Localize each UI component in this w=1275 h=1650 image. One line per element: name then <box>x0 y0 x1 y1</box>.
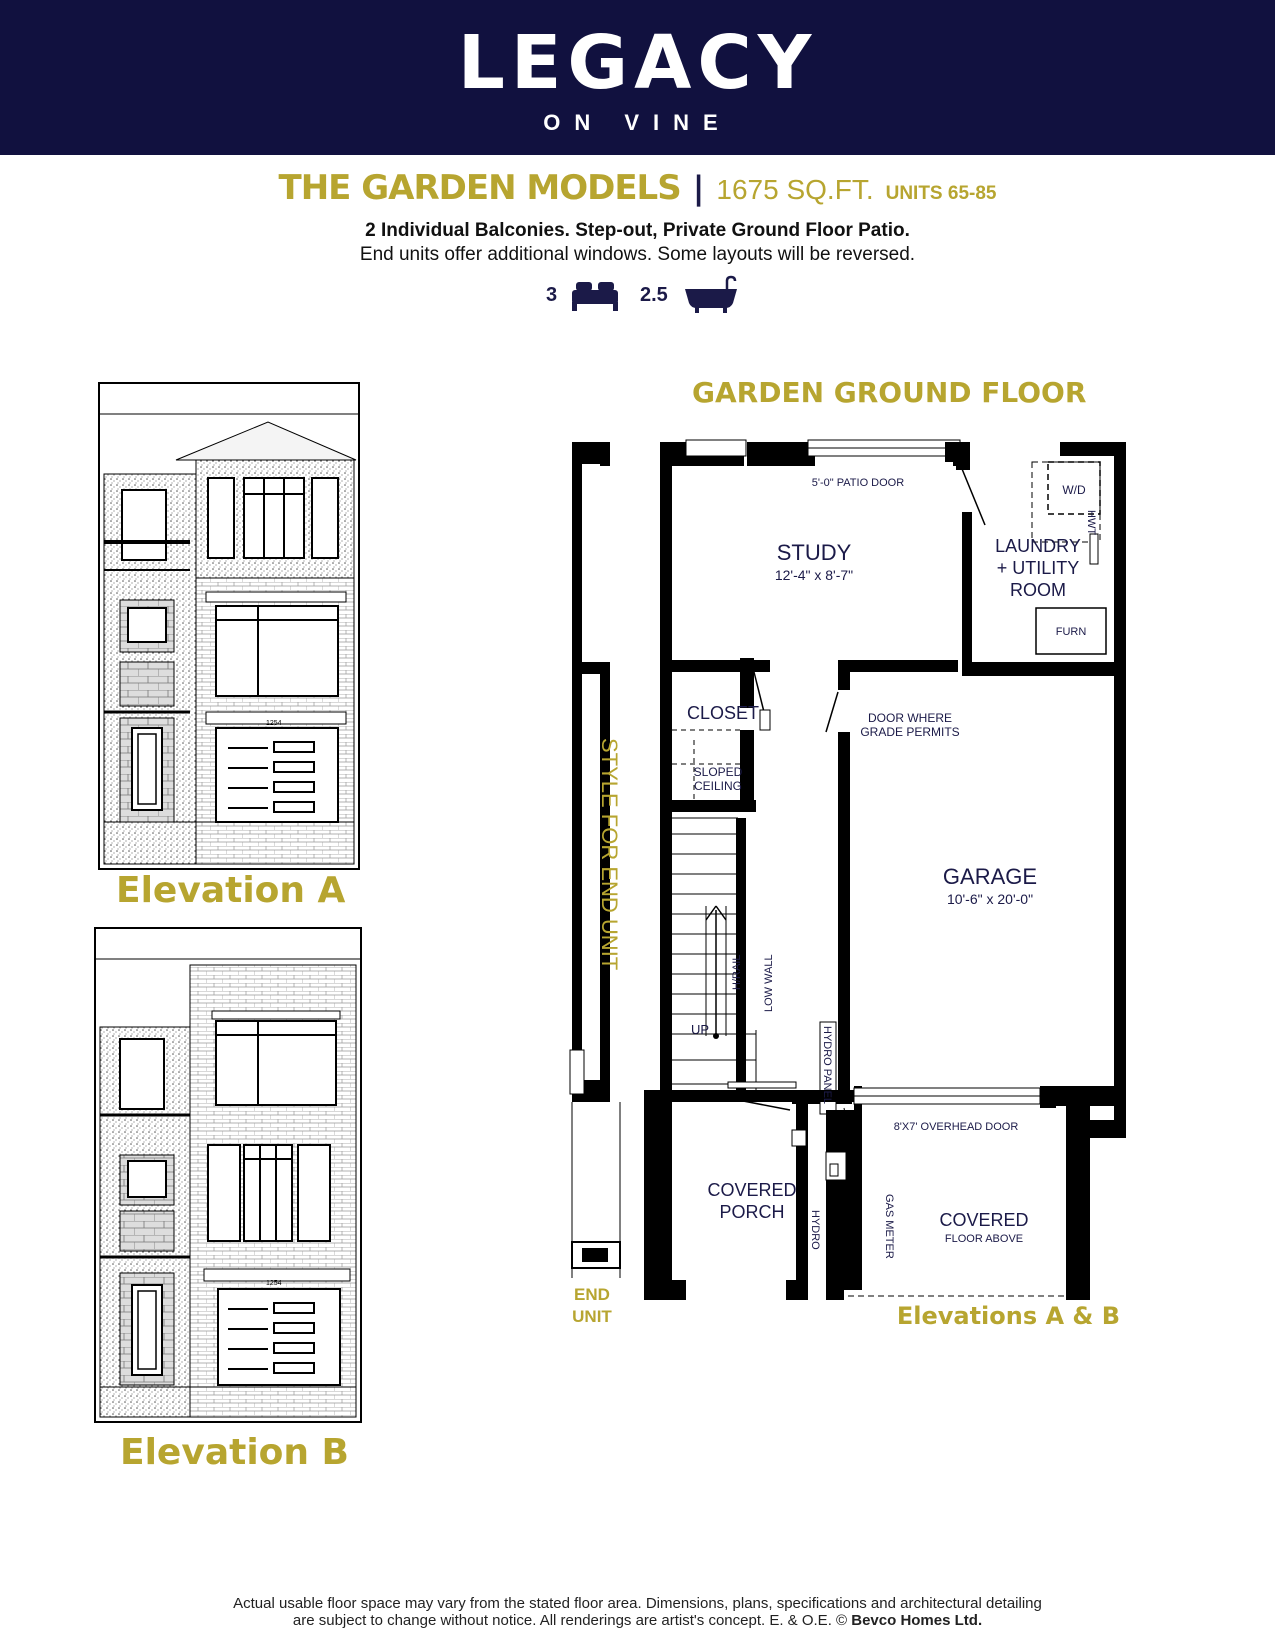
address-plate-b: 1254 <box>266 1280 282 1287</box>
elevation-a-drawing <box>98 382 360 870</box>
elevation-b-label: Elevation B <box>120 1432 349 1473</box>
elevations-ab-label: Elevations A & B <box>896 1302 1120 1330</box>
closet-label: CLOSET <box>686 703 760 723</box>
gas-meter-label: GAS METER <box>883 1194 895 1259</box>
overhead-door-label: 8'X7' OVERHEAD DOOR <box>893 1121 1019 1133</box>
title-separator: | <box>692 169 705 207</box>
elevation-a-label: Elevation A <box>116 870 346 911</box>
hydro-panel-label: HYDRO PANEL <box>821 1026 833 1105</box>
stairs-up-label: UP <box>690 1022 710 1037</box>
laundry-label-1: LAUNDRY <box>995 536 1081 556</box>
features-line-1: 2 Individual Balconies. Step-out, Private Ground Floor Patio. <box>365 220 910 241</box>
model-title: THE GARDEN MODELS <box>278 168 681 208</box>
garage-label: GARAGE <box>942 864 1038 889</box>
laundry-label-3: ROOM <box>1010 580 1066 600</box>
end-unit-label-2: UNIT <box>572 1307 612 1326</box>
floor-above-label: FLOOR ABOVE <box>944 1233 1024 1245</box>
washer-dryer-label: W/D <box>1062 483 1086 497</box>
door-where-label-1: DOOR WHERE <box>868 711 952 725</box>
builder-name: Bevco Homes Ltd. <box>851 1612 983 1629</box>
bathroom-count: 2.5 <box>640 284 668 306</box>
end-unit-label-1: END <box>574 1285 610 1304</box>
patio-door-label: 5'-0" PATIO DOOR <box>811 477 905 489</box>
covered-porch-label-2: PORCH <box>719 1202 785 1222</box>
hydro-label: HYDRO <box>809 1210 821 1250</box>
garage-dimensions: 10'-6" x 20'-0" <box>946 891 1034 907</box>
elevation-b-drawing <box>94 927 362 1423</box>
legacy-logo: LEGACY <box>457 20 818 106</box>
laundry-label-2: + UTILITY <box>996 558 1080 578</box>
disclaimer-line-2 <box>0 1612 1275 1629</box>
covered-label: COVERED <box>939 1210 1029 1230</box>
features-line-2: End units offer additional windows. Some layouts will be reversed. <box>359 244 916 265</box>
hot-water-tank-label: HWT <box>1085 510 1097 536</box>
unit-range: UNITS 65-85 <box>885 183 997 204</box>
bathtub-icon <box>683 275 739 315</box>
sloped-ceiling-label-1: SLOPED <box>693 765 743 779</box>
floor-plan-heading <box>692 376 1086 409</box>
model-title-row <box>0 168 1275 208</box>
study-label: STUDY <box>776 540 852 565</box>
address-plate-a: 1254 <box>266 720 282 727</box>
floor-plan-heading-rest: GROUND FLOOR <box>824 376 1087 409</box>
bed-icon <box>570 278 620 314</box>
ground-floor-plan <box>560 430 1160 1370</box>
floor-plan-heading-bold: GARDEN <box>692 376 825 409</box>
study-dimensions: 12'-4" x 8'-7" <box>774 567 854 583</box>
door-where-label-2: GRADE PERMITS <box>860 725 960 739</box>
sloped-ceiling-label-2: CEILING <box>693 779 743 793</box>
furnace-label: FURN <box>1055 626 1087 638</box>
covered-porch-label-1: COVERED <box>707 1180 797 1200</box>
end-unit-style-label: STYLE FOR END UNIT <box>597 738 622 971</box>
bedroom-count: 3 <box>546 284 558 306</box>
disclaimer-text: are subject to change without notice. All renderings are artist's concept. E. & O.E. © <box>292 1612 852 1629</box>
square-footage: 1675 SQ.FT. <box>716 174 874 205</box>
handrail-label: H/RAIL <box>731 954 743 990</box>
low-wall-label: LOW WALL <box>763 954 775 1012</box>
disclaimer-line-1: Actual usable floor space may vary from the stated floor area. Dimensions, plans, specifications and architectural detailing <box>233 1595 1042 1612</box>
logo-tagline: ON VINE <box>543 110 732 135</box>
